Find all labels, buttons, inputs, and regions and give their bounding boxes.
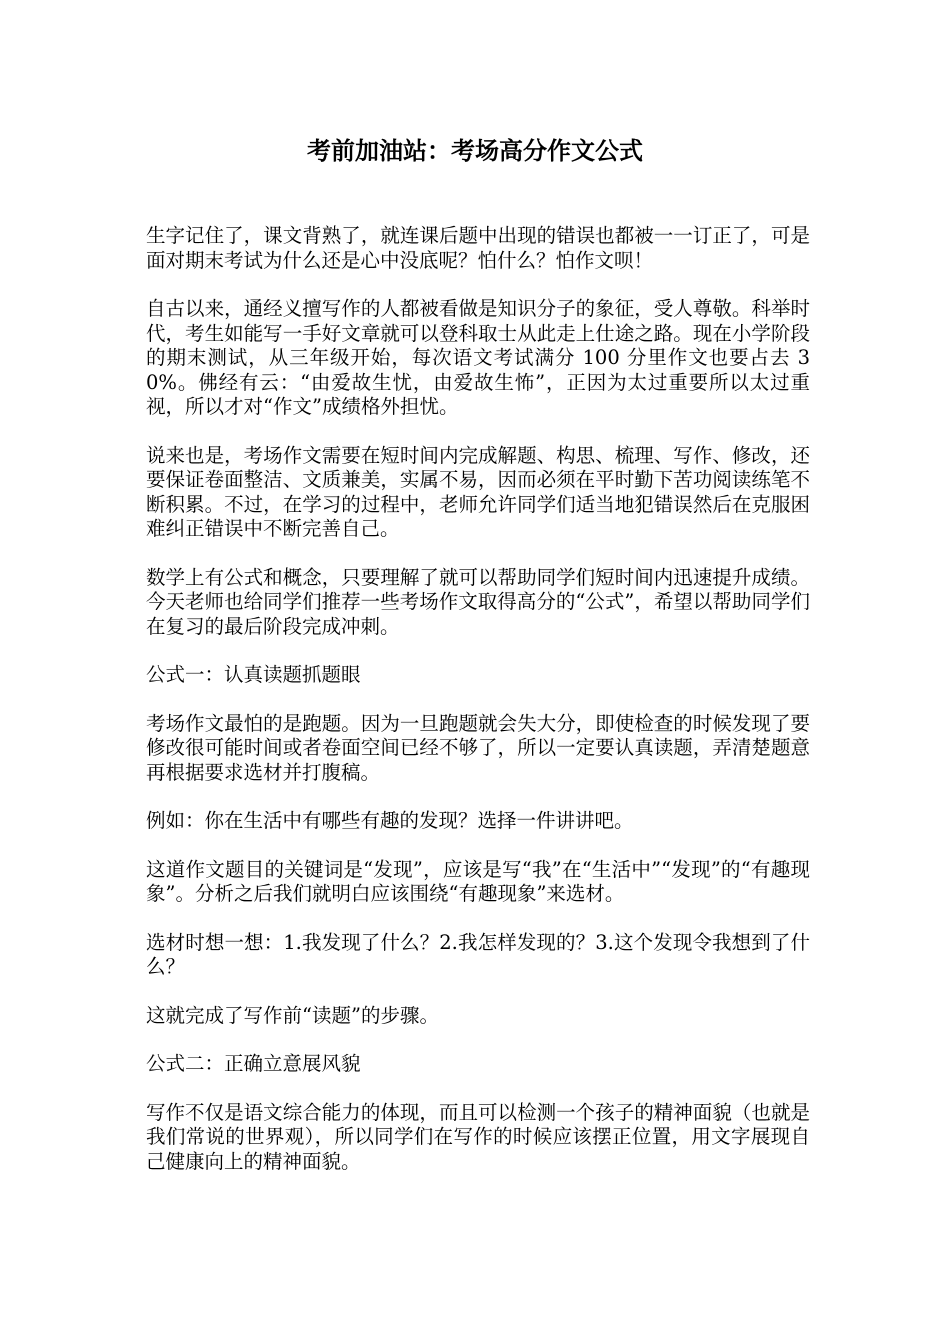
paragraph-difficulty: 说来也是，考场作文需要在短时间内完成解题、构思、梳理、写作、修改，还要保证卷面整洁、文质兼美，实属不易，因而必须在平时勤下苦功阅读练笔不断积累。不过，在学习的过程中，老师允许同学们适当地犯错误然后在克服困难纠正错误中不断完善自己。 [146,443,810,540]
paragraph-example: 例如：你在生活中有哪些有趣的发现？选择一件讲讲吧。 [146,809,634,832]
paragraph-history: 自古以来，通经义擅写作的人都被看做是知识分子的象征，受人尊敬。科举时代，考生如能写一手好文章就可以登科取士从此走上仕途之路。现在小学阶段的期末测试，从三年级开始，每次语文考试满分 100 分里作文也要占去 30%。佛经有云：“由爱故生忧，由爱故生怖”，正因为太过重要所以太过重视，所以才对“作文”成绩格外担忧。 [146,297,810,418]
paragraph-off-topic: 考场作文最怕的是跑题。因为一旦跑题就会失大分，即使检查的时候发现了要修改很可能时间或者卷面空间已经不够了，所以一定要认真读题，弄清楚题意再根据要求选材并打腹稿。 [146,711,810,784]
paragraph-selection-questions: 选材时想一想：1.我发现了什么？2.我怎样发现的？3.这个发现令我想到了什么？ [146,930,810,978]
document-body [146,224,810,1198]
formula-two-heading: 公式二：正确立意展风貌 [146,1052,361,1075]
paragraph-reading-step: 这就完成了写作前“读题”的步骤。 [146,1003,439,1027]
paragraph-intro: 生字记住了，课文背熟了，就连课后题中出现的错误也都被一一订正了，可是面对期末考试为什么还是心中没底呢？怕什么？怕作文呗！ [146,224,810,272]
document-title: 考前加油站：考场高分作文公式 [307,137,643,165]
formula-one-heading: 公式一：认真读题抓题眼 [146,663,361,686]
paragraph-keywords: 这道作文题目的关键词是“发现”，应该是写“我”在“生活中”“发现”的“有趣现象”。分析之后我们就明白应该围绕“有趣现象”来选材。 [146,857,810,905]
paragraph-writing-spirit: 写作不仅是语文综合能力的体现，而且可以检测一个孩子的精神面貌（也就是我们常说的世界观），所以同学们在写作的时候应该摆正位置，用文字展现自己健康向上的精神面貌。 [146,1100,810,1173]
paragraph-formula-intro: 数学上有公式和概念，只要理解了就可以帮助同学们短时间内迅速提升成绩。今天老师也给同学们推荐一些考场作文取得高分的“公式”，希望以帮助同学们在复习的最后阶段完成冲刺。 [146,565,810,638]
